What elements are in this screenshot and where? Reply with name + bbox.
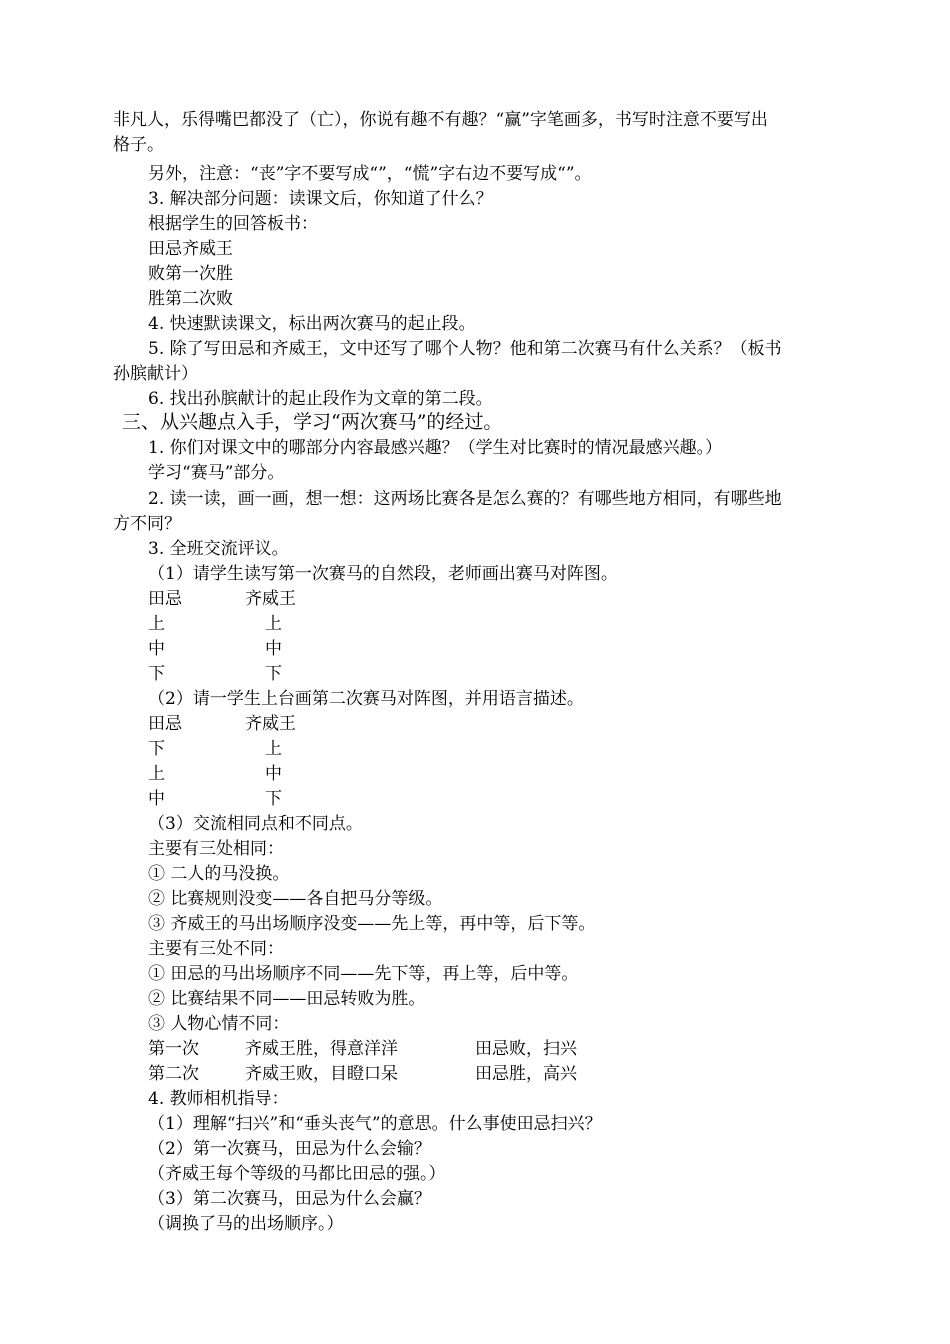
text-line: 5. 除了写田忌和齐威王，文中还写了哪个人物？他和第二次赛马有什么关系？（板书 — [148, 339, 782, 359]
text-line: 非凡人，乐得嘴巴都没了（亡），你说有趣不有趣？“赢”字笔画多，书写时注意不要写出 — [113, 110, 768, 130]
mood-cell: 齐威王败，目瞪口呆 — [245, 1064, 398, 1084]
text-line: 根据学生的回答板书： — [148, 214, 318, 234]
mood-cell: 田忌败，扫兴 — [475, 1039, 577, 1059]
text-line: 3. 解决部分问题：读课文后，你知道了什么？ — [148, 189, 493, 209]
mood-cell: 田忌胜，高兴 — [475, 1064, 577, 1084]
text-line: 主要有三处不同： — [148, 939, 284, 959]
text-line: 胜第二次败 — [148, 289, 233, 309]
text-line: 4. 快速默读课文，标出两次赛马的起止段。 — [148, 314, 476, 334]
text-line: ③ 齐威王的马出场顺序没变——先上等，再中等，后下等。 — [148, 914, 596, 934]
race1-cell: 下 — [265, 664, 282, 684]
race2-cell: 下 — [148, 739, 165, 759]
text-line: 1. 你们对课文中的哪部分内容最感兴趣？（学生对比赛时的情况最感兴趣。） — [148, 438, 723, 458]
text-line: ② 比赛结果不同——田忌转败为胜。 — [148, 989, 426, 1009]
text-line: 孙膑献计） — [113, 364, 198, 384]
text-line: ② 比赛规则没变——各自把马分等级。 — [148, 889, 443, 909]
text-line: ① 二人的马没换。 — [148, 864, 290, 884]
race1-cell: 上 — [265, 614, 282, 634]
text-line: 学习“赛马”部分。 — [148, 463, 285, 483]
text-line: 4. 教师相机指导： — [148, 1089, 289, 1109]
text-line: 2. 读一读，画一画，想一想：这两场比赛各是怎么赛的？有哪些地方相同，有哪些地 — [148, 489, 782, 509]
text-line: （3）交流相同点和不同点。 — [148, 814, 363, 834]
text-line: 6. 找出孙膑献计的起止段作为文章的第二段。 — [148, 389, 493, 409]
text-line: 格子。 — [113, 135, 164, 155]
text-line: （1）理解“扫兴”和“垂头丧气”的意思。什么事使田忌扫兴？ — [148, 1114, 602, 1134]
race1-cell: 中 — [265, 639, 282, 659]
race1-cell: 上 — [148, 614, 165, 634]
text-line: （3）第二次赛马，田忌为什么会赢？ — [148, 1189, 431, 1209]
text-line: ① 田忌的马出场顺序不同——先下等，再上等，后中等。 — [148, 964, 579, 984]
mood-cell: 第一次 — [148, 1039, 199, 1059]
race1-cell: 下 — [148, 664, 165, 684]
text-line: （1）请学生读写第一次赛马的自然段，老师画出赛马对阵图。 — [148, 564, 618, 584]
text-line: 败第一次胜 — [148, 264, 233, 284]
section-heading: 三、从兴趣点入手，学习“两次赛马”的经过。 — [122, 411, 503, 433]
race2-cell: 上 — [265, 739, 282, 759]
race1-header-qiweiwang: 齐威王 — [245, 589, 296, 609]
mood-cell: 第二次 — [148, 1064, 199, 1084]
text-line: （调换了马的出场顺序。） — [148, 1214, 344, 1234]
text-line: 另外，注意：“丧”字不要写成“”，“慌”字右边不要写成“”。 — [148, 164, 592, 184]
race2-cell: 中 — [148, 789, 165, 809]
race2-cell: 下 — [265, 789, 282, 809]
race1-cell: 中 — [148, 639, 165, 659]
race2-header-qiweiwang: 齐威王 — [245, 714, 296, 734]
race1-header-tianji: 田忌 — [148, 589, 182, 609]
text-line: ③ 人物心情不同： — [148, 1014, 290, 1034]
race2-header-tianji: 田忌 — [148, 714, 182, 734]
text-line: 田忌齐威王 — [148, 239, 233, 259]
text-line: 主要有三处相同： — [148, 839, 284, 859]
mood-cell: 齐威王胜，得意洋洋 — [245, 1039, 398, 1059]
race2-cell: 上 — [148, 764, 165, 784]
text-line: 3. 全班交流评议。 — [148, 539, 289, 559]
race2-cell: 中 — [265, 764, 282, 784]
text-line: （齐威王每个等级的马都比田忌的强。） — [148, 1164, 446, 1184]
text-line: （2）第一次赛马，田忌为什么会输？ — [148, 1139, 431, 1159]
text-line: （2）请一学生上台画第二次赛马对阵图，并用语言描述。 — [148, 689, 584, 709]
text-line: 方不同？ — [113, 514, 181, 534]
